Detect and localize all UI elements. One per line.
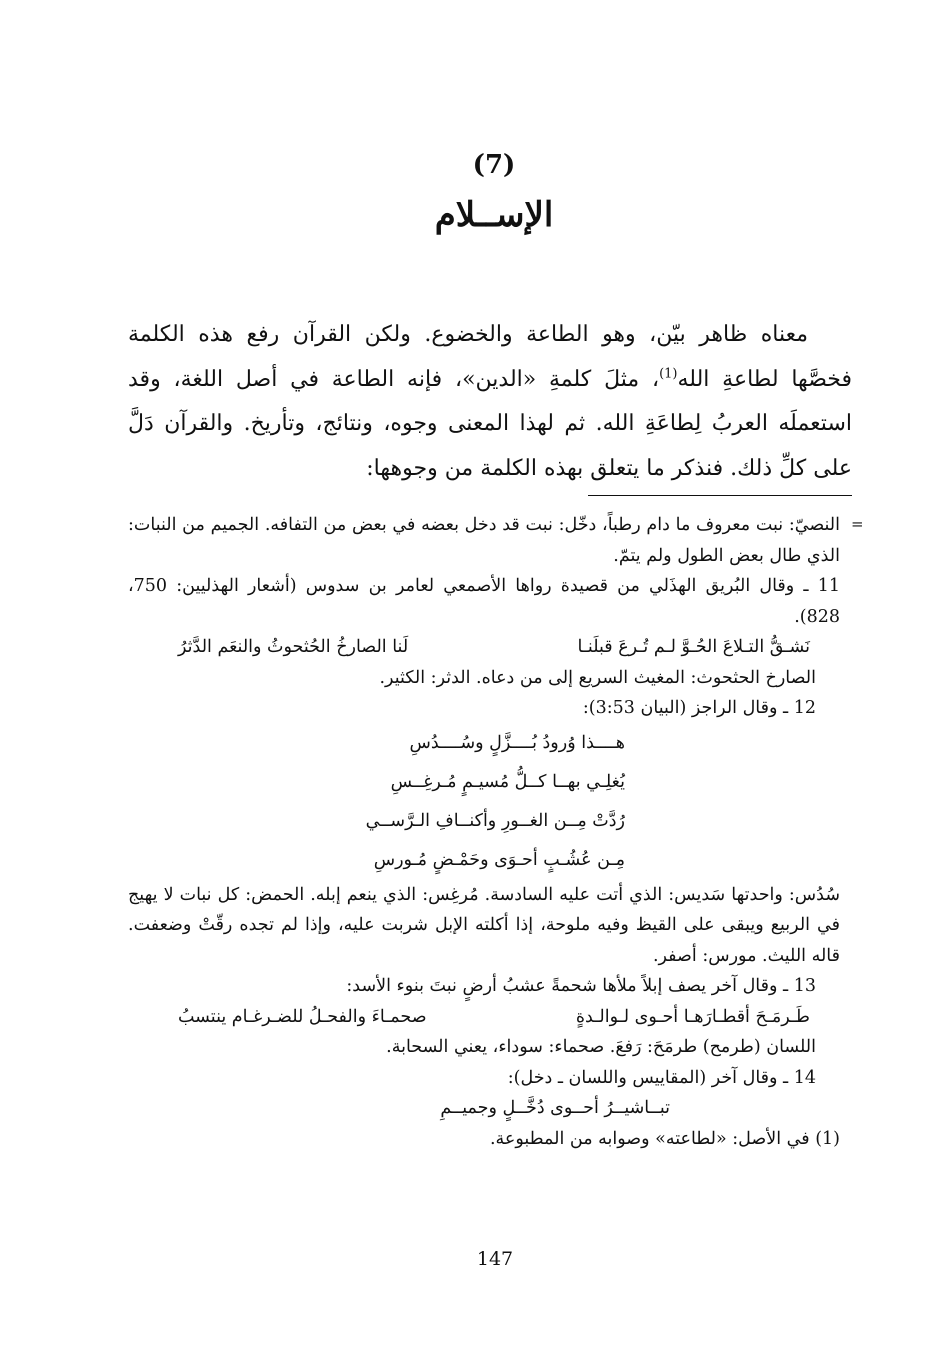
verse-13 [128, 1002, 840, 1033]
poem-12-line: يُغلِـي بهــا كــلُّ مُسيـمٍ مُـرغِــسِ [390, 771, 625, 792]
verse-11-second-hemistich: لَنا الصارخُ الحُثحوثُ والنعَم الدَّثرُ [178, 637, 409, 657]
footnotes [128, 510, 840, 1154]
main-text [128, 313, 852, 491]
verse-14: تبــاشيــرُ أحــوى دُخَّــلٍ وجميــمِ [440, 1098, 670, 1118]
note-13: 13 ـ وقال آخر يصف إبلاً ملأها شحمةً عشبُ أرضٍ نبتَ بنوء الأسد: [346, 976, 816, 996]
main-paragraph [128, 313, 852, 491]
gloss-12: سُدُس: واحدتها سَديس: الذي أتت عليه السادسة. مُرغِس: الذي ينعم إبله. الحمض: كل نبات لا يهيج في الربيع ويبقى على القيظ وفيه ملوحة، إذا أكلته الإبل شربت عليه، وإذا لم تجده رقّتْ وضعفت. قاله الليث. مورس: أصفر. [128, 884, 840, 966]
page-number: 147 [476, 1248, 514, 1270]
gloss-11: الصارخ الحثحوث: المغيث السريع إلى من دعاه. الدثر: الكثير. [379, 667, 816, 688]
poem-12-line: هــــذا وُرودُ بُــــزَّلٍ وسُــــدُسِ [409, 732, 625, 753]
verse-13-first-hemistich: طَـرمَـحَ أقطـارَهـا أحـوى لـوالـدةٍ [575, 1006, 810, 1027]
chapter-number: (7) [472, 150, 516, 180]
poem-12-line: مِـن عُشُـبٍ أحـوَى وحَمْـضٍ مُـورسِ [373, 849, 625, 870]
verse-11-first-hemistich: نَشـقُّ التـلاعَ الحُـوَّ لـم تُـرعَ قبلَنـا [577, 637, 810, 657]
footnote-reference: (1) [659, 366, 678, 382]
main-paragraph-part2: ، مثلَ كلمةِ «الدين»، فإنه الطاعة في أصل اللغة، وقد استعملَه العربُ لِطاعَةِ الله. ثم لهذا المعنى وجوه، ونتائج، وتأريخ. والقرآن دَلَّ على كلِّ ذلك. فنذكر ما يتعلق بهذه الكلمة من وجوهها: [128, 366, 852, 481]
gloss-13: اللسان (طرمح) طرمَحَ: رَفعَ. صحماء: سوداء، يعني السحابة. [386, 1037, 816, 1057]
chapter-title: الإســلام [434, 195, 554, 235]
note-11: 11 ـ وقال البُريق الهذَلي من قصيدة رواها الأصمعي لعامر بن سدوس (أشعار الهذليين: 750، 828). [128, 576, 840, 627]
footnote-1: (1) في الأصل: «لطاعته» وصوابه من المطبوعة. [489, 1128, 840, 1149]
verse-11 [128, 632, 840, 663]
footnote-separator [588, 495, 852, 496]
note-glossary: النصيّ: نبت معروف ما دام رطباً، دخّل: نبت قد دخل بعضه في بعض من التفافه. الجميم من النبات: الذي طال بعض الطول ولم يتمّ. [128, 515, 840, 566]
verse-13-second-hemistich: صحمـاءَ والفحـلُ للضـرغـام ينتسبُ [178, 1006, 427, 1027]
main-paragraph-part1: معناه ظاهر بيّن، وهو الطاعة والخضوع. ولكن القرآن رفع هذه الكلمة فخصَّها لطاعةِ الله [128, 322, 852, 392]
poem-12-line: رُدَّتْ مِــن الغــورِ وأكنــافِ الـرَّســي [365, 810, 625, 831]
note-14: 14 ـ وقال آخر (المقاييس واللسان ـ دخل): [507, 1067, 816, 1088]
continuation-marker: = [851, 515, 864, 533]
note-12: 12 ـ وقال الراجز (البيان 3:53): [582, 698, 816, 718]
